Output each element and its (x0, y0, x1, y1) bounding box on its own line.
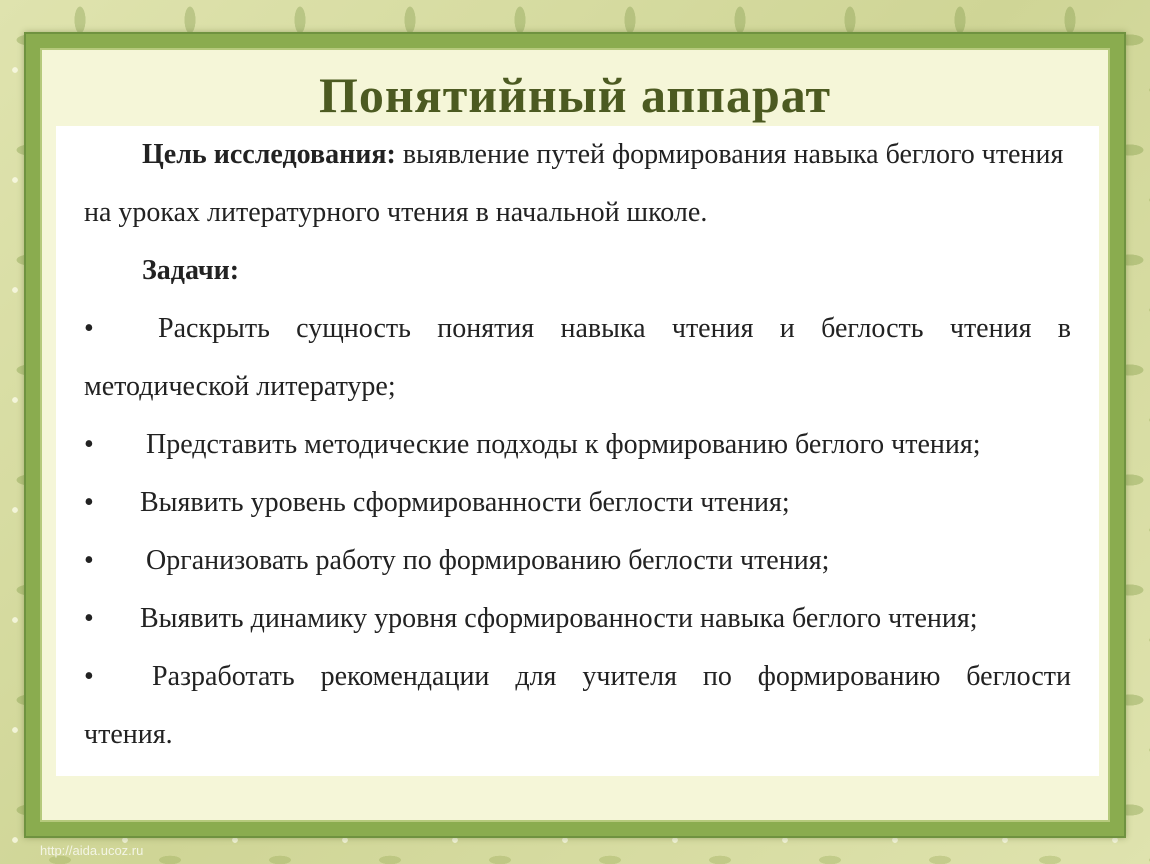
bullet-icon: • (84, 545, 94, 576)
list-item (84, 416, 1071, 474)
list-item (84, 300, 1071, 358)
watermark: http://aida.ucoz.ru (40, 843, 144, 858)
task-text: Представить методические подходы к формированию беглого чтения; (146, 429, 981, 460)
task-continuation: чтения. (84, 719, 173, 750)
bullet-icon: • (84, 603, 94, 634)
list-item (84, 532, 1071, 590)
bullet-icon: • (84, 429, 94, 460)
content-box (56, 126, 1099, 776)
tasks-heading: Задачи: (142, 255, 240, 286)
goal-label: Цель исследования: (142, 139, 396, 170)
bullet-icon: • (84, 661, 94, 692)
list-item (84, 474, 1071, 532)
slide-text (84, 126, 1071, 764)
slide-frame (24, 32, 1126, 838)
slide-title: Понятийный аппарат (318, 67, 832, 123)
bullet-icon: • (84, 487, 94, 518)
goal-paragraph (84, 126, 1071, 242)
task-text: Организовать работу по формированию беглости чтения; (146, 545, 830, 576)
task-text: Разработать рекомендации для учителя по формированию беглости (152, 661, 1071, 692)
goal-text: выявление путей формирования навыка беглого чтения на уроках литературного чтения в начальной школе. (84, 139, 1064, 228)
task-continuation: методической литературе; (84, 371, 396, 402)
bullet-icon: • (84, 313, 94, 344)
task-text: Выявить уровень сформированности беглости чтения; (140, 487, 790, 518)
task-text: Раскрыть сущность понятия навыка чтения и беглость чтения в (158, 313, 1071, 344)
list-item (84, 648, 1071, 706)
slide-panel (40, 48, 1110, 822)
list-item (84, 590, 1071, 648)
task-text: Выявить динамику уровня сформированности навыка беглого чтения; (140, 603, 978, 634)
